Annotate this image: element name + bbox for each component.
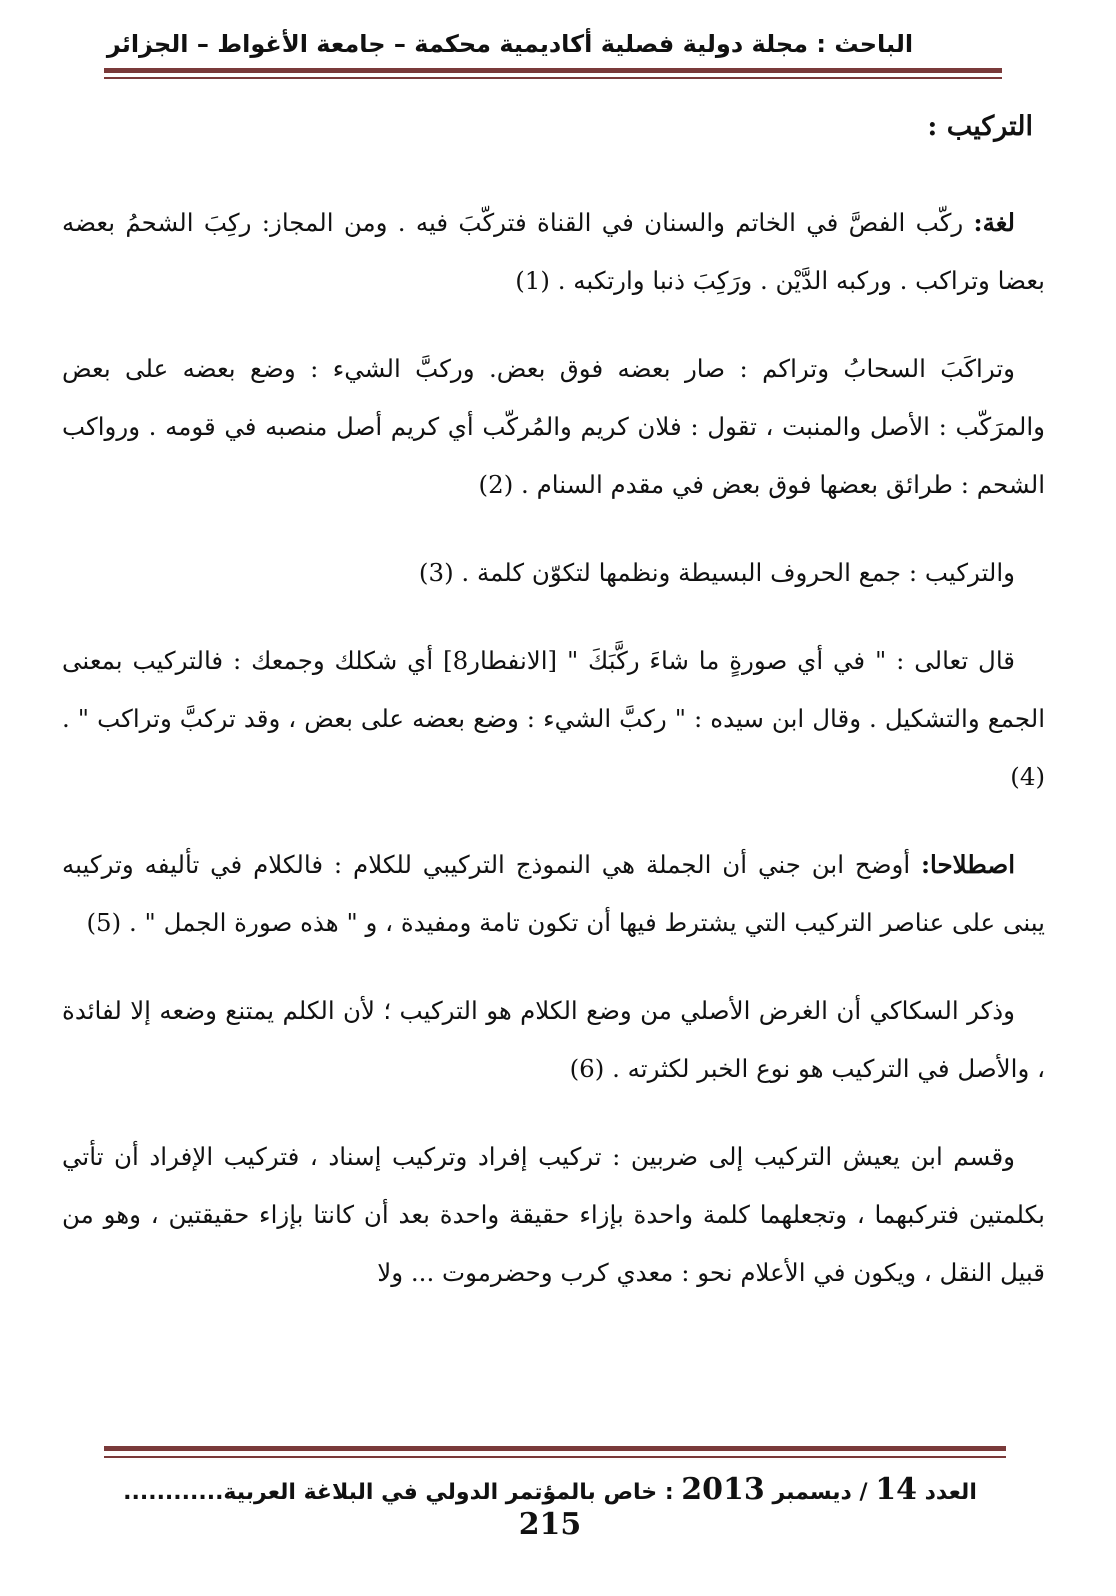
journal-title: الباحث : مجلة دولية فصلية أكاديمية محكمة – جامعة الأغواط – الجزائر [106,30,914,58]
issue-label: العدد [924,1480,977,1505]
footer-citation [100,1472,1000,1542]
header-rule-thick [104,68,1002,73]
paragraph-lugha [62,194,1045,310]
paragraph-tarkib-def [62,544,1045,602]
paragraph-text: والتركيب : جمع الحروف البسيطة ونظمها لتكوّن كلمة . (3) [418,558,1015,587]
issue-separator: / [859,1480,868,1505]
page-number: 215 [518,1507,582,1542]
paragraph-sakkaki [62,982,1045,1098]
issue-number: 14 [875,1472,917,1507]
footer-rule-thick [104,1446,1006,1451]
footer-rule-thin [104,1456,1006,1458]
paragraph-quran-quote [62,632,1045,806]
issue-month: ديسمبر [772,1480,852,1505]
article-body [62,98,1045,1332]
paragraph-text: وقسم ابن يعيش التركيب إلى ضربين : تركيب إفراد وتركيب إسناد ، فتركيب الإفراد أن تأتي بكلمتين فتركبهما ، وتجعلهما كلمة واحدة بإزاء حقيقة واحدة بعد أن كانتا بإزاء حقيقتين ، وهو من قبيل النقل ، ويكون في الأعلام نحو : معدي كرب وحضرموت ... ولا [62,1142,1045,1287]
paragraph-istilahan [62,836,1045,952]
paragraph-lead: لغة: [973,208,1015,237]
header-rule-thin [104,77,1002,79]
paragraph-tarakaba [62,340,1045,514]
paragraph-text: أوضح ابن جني أن الجملة هي النموذج التركيبي للكلام : فالكلام في تأليفه وتركيبه يبنى على عناصر التركيب التي يشترط فيها أن تكون تامة ومفيدة ، و " هذه صورة الجمل " . (5) [62,850,1045,937]
paragraph-ibn-yaish [62,1128,1045,1302]
conference-description: : خاص بالمؤتمر الدولي في البلاغة العربية............ [123,1480,674,1505]
paragraph-text: ركّب الفصَّ في الخاتم والسنان في القناة فتركّبَ فيه . ومن المجاز: ركِبَ الشحمُ بعضه بعضا وتراكب . وركبه الدَّيْن . ورَكِبَ ذنبا وارتكبه . (1) [62,208,1045,295]
paragraph-text: قال تعالى : " في أي صورةٍ ما شاءَ ركَّبَكَ " [الانفطار8] أي شكلك وجمعك : فالتركيب بمعنى الجمع والتشكيل . وقال ابن سيده : " ركبَّ الشيء : وضع بعضه على بعض ، وقد تركبَّ وتراكب " .(4) [62,646,1045,791]
paragraph-lead: اصطلاحا: [921,850,1015,879]
paragraph-text: وذكر السكاكي أن الغرض الأصلي من وضع الكلام هو التركيب ؛ لأن الكلم يمتنع وضعه إلا لفائدة ، والأصل في التركيب هو نوع الخبر لكثرته . (6) [62,996,1045,1083]
paragraph-text: وتراكَبَ السحابُ وتراكم : صار بعضه فوق بعض. وركبَّ الشيء : وضع بعضه على بعض والمرَكّب : الأصل والمنبت ، تقول : فلان كريم والمُركّب أي كريم أصل منصبه في قومه . ورواكب الشحم : طرائق بعضها فوق بعض في مقدم السنام . (2) [62,354,1045,499]
section-heading: التركيب : [927,111,1033,142]
issue-year: 2013 [681,1472,765,1507]
